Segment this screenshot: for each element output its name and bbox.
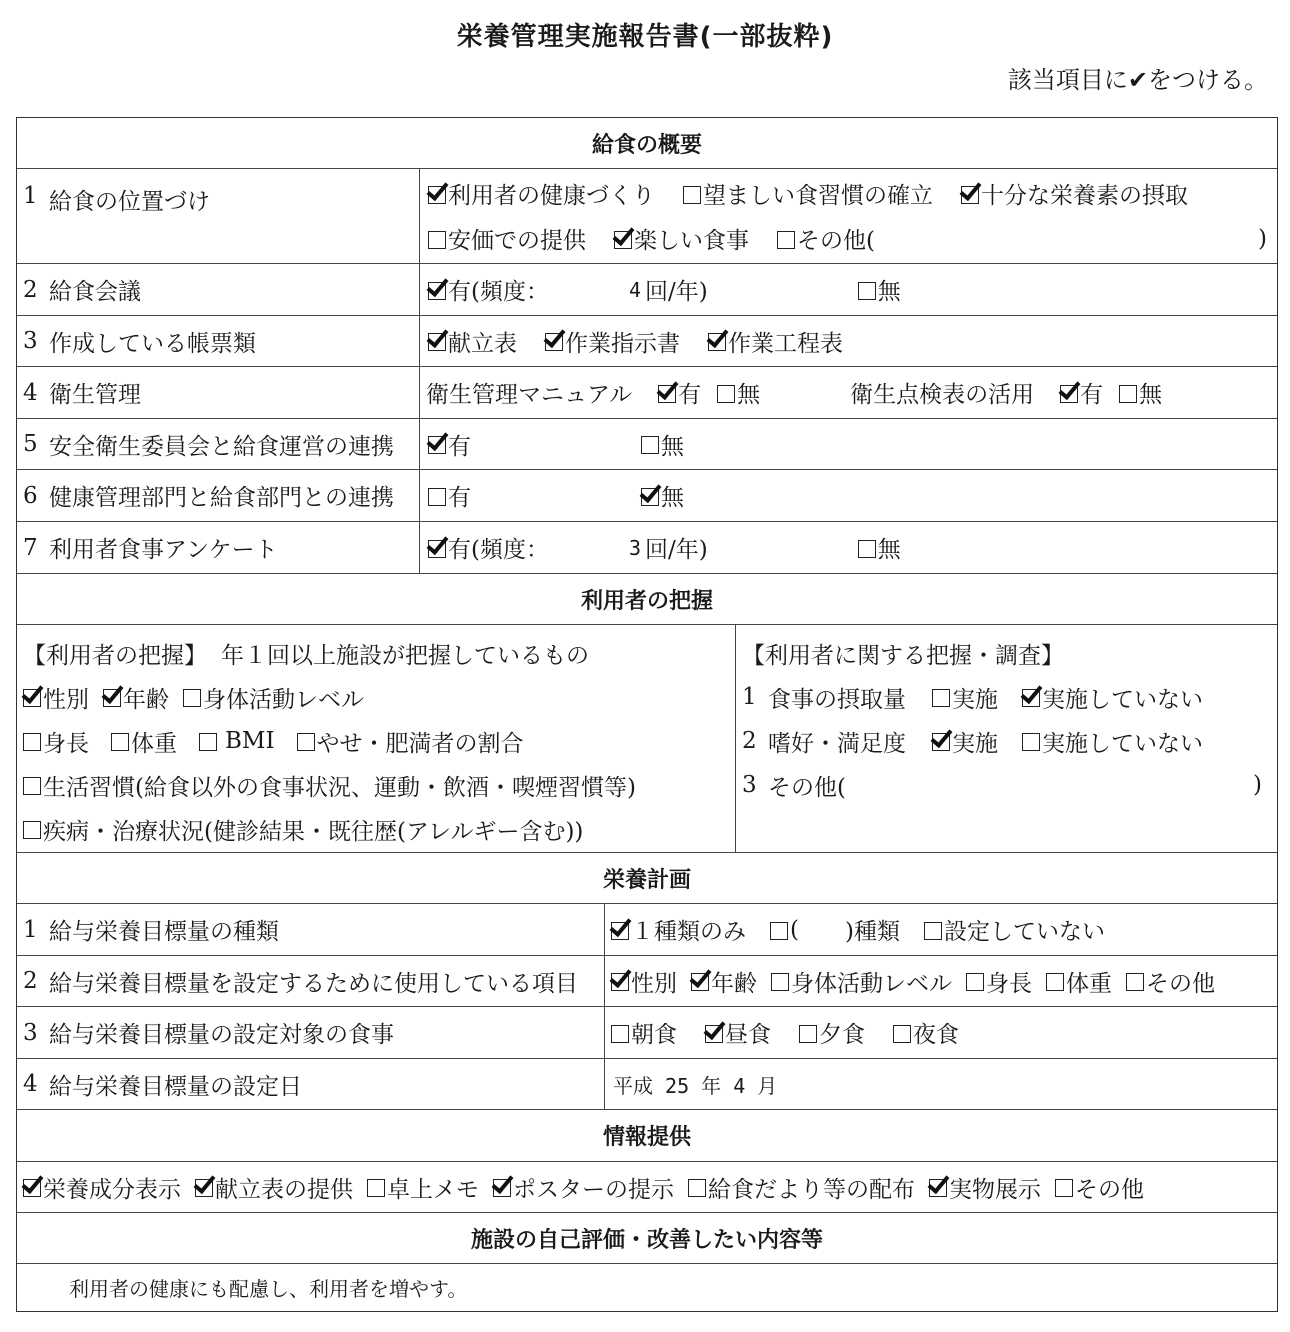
option-sagyokotei[interactable]: 作業工程表 [708,325,843,358]
checkbox[interactable] [1126,973,1144,991]
option-sonota[interactable]: その他( [777,222,875,255]
option-takujo[interactable]: 卓上メモ [367,1171,479,1204]
option-chushoku[interactable]: 昼食 [705,1016,771,1049]
checkbox[interactable] [1119,385,1137,403]
checkbox[interactable] [1055,1179,1073,1197]
option-no[interactable]: 無 [641,428,684,461]
row-joho [17,1162,1277,1213]
option-yashoku[interactable]: 夜食 [893,1016,959,1049]
checkbox[interactable] [428,231,446,249]
checkbox[interactable] [893,1025,911,1043]
checkbox[interactable] [932,689,950,707]
checkbox[interactable] [683,186,701,204]
option-seibetsu[interactable]: 性別 [23,681,89,714]
checkbox[interactable] [545,333,563,351]
checkbox[interactable] [23,821,41,839]
row-options: 有(頻度： 3 回/年) 無 [420,522,1277,573]
option-yase[interactable]: やせ・肥満者の割合 [297,725,524,758]
checkbox[interactable] [23,1179,41,1197]
checkbox[interactable] [611,1025,629,1043]
option-manual-yes[interactable]: 有 [658,376,701,409]
option-no[interactable]: 無 [641,479,684,512]
riyosha-left: 【利用者の把握】 年１回以上施設が把握しているもの 性別 年齢 身体活動レベル 身長 体重 BMI やせ・肥満者の割合 生活習慣(給食以外の食事状況、運動・飲酒・喫煙習慣等) 疾病・治療状況(健診結果・既往歴(アレルギー含む)) [17,625,736,852]
checkbox[interactable] [641,436,659,454]
checkbox[interactable] [493,1179,511,1197]
option-q1-nashi[interactable]: 実施していない [1022,681,1203,714]
option-q2-nashi[interactable]: 実施していない [1022,725,1203,758]
option-yes[interactable]: 有(頻度： [428,273,549,306]
option-nenrei[interactable]: 年齢 [103,681,169,714]
option-yes[interactable]: 有 [428,479,471,512]
option-anka[interactable]: 安価での提供 [428,222,586,255]
option-shintai[interactable]: 身体活動レベル [183,681,364,714]
document-title: 栄養管理実施報告書(一部抜粋) [456,22,834,52]
section-header-kyushoku: 給食の概要 [17,118,1277,169]
option-shincho[interactable]: 身長 [23,725,89,758]
row-kyushoku-kaigi [17,264,1277,316]
row-label: 3 作成している帳票類 [17,316,420,366]
checkbox[interactable] [688,1179,706,1197]
row-options [420,419,1277,469]
option-q2-jisshi[interactable]: 実施 [932,725,998,758]
row-options: 有(頻度： 4 回/年) 無 [420,264,1277,315]
checkbox[interactable] [614,231,632,249]
checkbox[interactable] [428,282,446,300]
checkbox[interactable] [428,540,446,558]
left-title: 【利用者の把握】 [23,642,207,669]
checkbox[interactable] [858,540,876,558]
checkbox[interactable] [1022,733,1040,751]
checkbox[interactable] [111,733,129,751]
option-shokushukan[interactable]: 望ましい食習慣の確立 [683,177,933,210]
row-options [605,1007,1277,1058]
option-eiyoso[interactable]: 十分な栄養素の摂取 [961,177,1188,210]
row-options [605,956,1277,1006]
row-label: 3 給与栄養目標量の設定対象の食事 [17,1007,605,1058]
paren-close: ) [1258,225,1267,252]
option-kondate[interactable]: 献立表の提供 [195,1171,353,1204]
option-seibetsu[interactable]: 性別 [611,965,677,998]
riyosha-block [17,625,1277,853]
row-label: 4 給与栄養目標量の設定日 [17,1059,605,1109]
checkbox[interactable] [924,922,942,940]
checkbox[interactable] [777,231,795,249]
checkbox[interactable] [23,733,41,751]
section-header-keikaku: 栄養計画 [17,853,1277,904]
option-kenkodukuri[interactable]: 利用者の健康づくり [428,177,655,210]
checkbox[interactable] [771,973,789,991]
row-hyoka [17,1264,1277,1311]
option-shippei[interactable]: 疾病・治療状況(健診結果・既往歴(アレルギー含む)) [23,813,583,846]
right-title: 【利用者に関する把握・調査】 [742,642,1064,669]
row-chohyo [17,316,1277,367]
option-yushoku[interactable]: 夕食 [799,1016,865,1049]
section-header-joho: 情報提供 [17,1110,1277,1162]
checkbox[interactable] [23,777,41,795]
checkbox[interactable] [658,385,676,403]
checkbox[interactable] [966,973,984,991]
checkbox[interactable] [428,488,446,506]
option-jitsubutsu[interactable]: 実物展示 [929,1171,1041,1204]
checkbox[interactable] [929,1179,947,1197]
checkbox[interactable] [428,333,446,351]
option-choshoku[interactable]: 朝食 [611,1016,677,1049]
option-yes[interactable]: 有(頻度： [428,531,549,564]
option-tanoshii[interactable]: 楽しい食事 [614,222,749,255]
option-taiju[interactable]: 体重 [1046,965,1112,998]
row-keikaku-komoku [17,956,1277,1007]
checkbox[interactable] [611,922,629,940]
option-q1-jisshi[interactable]: 実施 [932,681,998,714]
checkbox[interactable] [199,733,217,751]
option-seikatsu[interactable]: 生活習慣(給食以外の食事状況、運動・飲酒・喫煙習慣等) [23,769,636,802]
row-options [420,470,1277,521]
hyoka-text[interactable]: 利用者の健康にも配慮し、利用者を増やす。 [69,1277,468,1301]
checkbox[interactable] [1022,689,1040,707]
checkbox[interactable] [103,689,121,707]
row-options: 衛生管理マニュアル 有 無 衛生点検表の活用 有 無 [420,367,1277,418]
row-label: 7 利用者食事アンケート [17,522,420,573]
checkbox[interactable] [858,282,876,300]
checkbox[interactable] [705,1025,723,1043]
option-sonota[interactable]: その他 [1126,965,1215,998]
row-label [17,169,420,263]
option-n-shurui[interactable]: ( )種類 [770,913,900,946]
row-options [605,904,1277,955]
row-label: 6 健康管理部門と給食部門との連携 [17,470,420,521]
row-anketo [17,522,1277,574]
option-sagyoshiji[interactable]: 作業指示書 [545,325,680,358]
option-check-yes[interactable]: 有 [1060,376,1103,409]
checkbox[interactable] [23,689,41,707]
option-nenrei[interactable]: 年齢 [691,965,757,998]
checkbox[interactable] [932,733,950,751]
checkbox[interactable] [770,922,788,940]
setteibi-value[interactable]: 平成 25 年 4 月 [613,1073,778,1098]
section-header-hyoka: 施設の自己評価・改善したい内容等 [17,1213,1277,1264]
checkbox[interactable] [708,333,726,351]
checkbox[interactable] [183,689,201,707]
row-label: 2 給食会議 [17,264,420,315]
option-eiyoseibun[interactable]: 栄養成分表示 [23,1171,181,1204]
section-header-riyosha: 利用者の把握 [17,574,1277,625]
row-anzen [17,419,1277,470]
instruction-suffix: をつける。 [1148,66,1268,94]
row-label: 1 給与栄養目標量の種類 [17,904,605,955]
frequency-value[interactable]: 4 [628,277,642,302]
row-keikaku-setteibi [17,1059,1277,1110]
frequency-value[interactable]: 3 [628,535,642,560]
row-eisei [17,367,1277,419]
option-taiju[interactable]: 体重 [111,725,177,758]
report-form [16,117,1278,1312]
checkbox[interactable] [428,186,446,204]
option-shincho[interactable]: 身長 [966,965,1032,998]
checkbox[interactable] [611,973,629,991]
row-options [420,316,1277,366]
option-kondate[interactable]: 献立表 [428,325,517,358]
joho-options [17,1162,1277,1212]
option-poster[interactable]: ポスターの提示 [493,1171,674,1204]
row-keikaku-shurui [17,904,1277,956]
row-label: 5 安全衛生委員会と給食運営の連携 [17,419,420,469]
option-bmi[interactable]: BMI [199,728,275,754]
row-keikaku-shokuji [17,1007,1277,1059]
option-sonota[interactable]: その他 [1055,1171,1144,1204]
option-check-no[interactable]: 無 [1119,376,1162,409]
checkbox[interactable] [195,1179,213,1197]
row-label: 4 衛生管理 [17,367,420,418]
row-kenko [17,470,1277,522]
checkbox[interactable] [428,436,446,454]
riyosha-right: 【利用者に関する把握・調査】 1 食事の摂取量 実施 実施していない 2 嗜好・満足度 実施 実施していない 3 その他( ) [736,625,1277,852]
checkbox[interactable] [367,1179,385,1197]
row-label: 2 給与栄養目標量を設定するために使用している項目 [17,956,605,1006]
row-number: 1 [23,183,38,209]
instruction [1008,60,1268,95]
checkmark-icon: ✔ [1127,66,1148,94]
checkbox[interactable] [1060,385,1078,403]
option-manual-no[interactable]: 無 [717,376,760,409]
option-no[interactable]: 無 [858,531,901,564]
option-shintai[interactable]: 身体活動レベル [771,965,952,998]
checkbox[interactable] [717,385,735,403]
row-options [420,169,1277,263]
row-kyushoku-ichizuke [17,169,1277,264]
checkbox[interactable] [641,488,659,506]
checkbox[interactable] [961,186,979,204]
checkbox[interactable] [1046,973,1064,991]
option-yes[interactable]: 有 [428,428,471,461]
option-1shurui[interactable]: １種類のみ [611,913,746,946]
row-label-text: 給食の位置づけ [49,189,210,215]
instruction-prefix: 該当項目に [1007,66,1128,94]
option-settei-nashi[interactable]: 設定していない [924,913,1105,946]
checkbox[interactable] [691,973,709,991]
option-no[interactable]: 無 [858,273,901,306]
checkbox[interactable] [799,1025,817,1043]
option-dayori[interactable]: 給食だより等の配布 [688,1171,915,1204]
checkbox[interactable] [297,733,315,751]
